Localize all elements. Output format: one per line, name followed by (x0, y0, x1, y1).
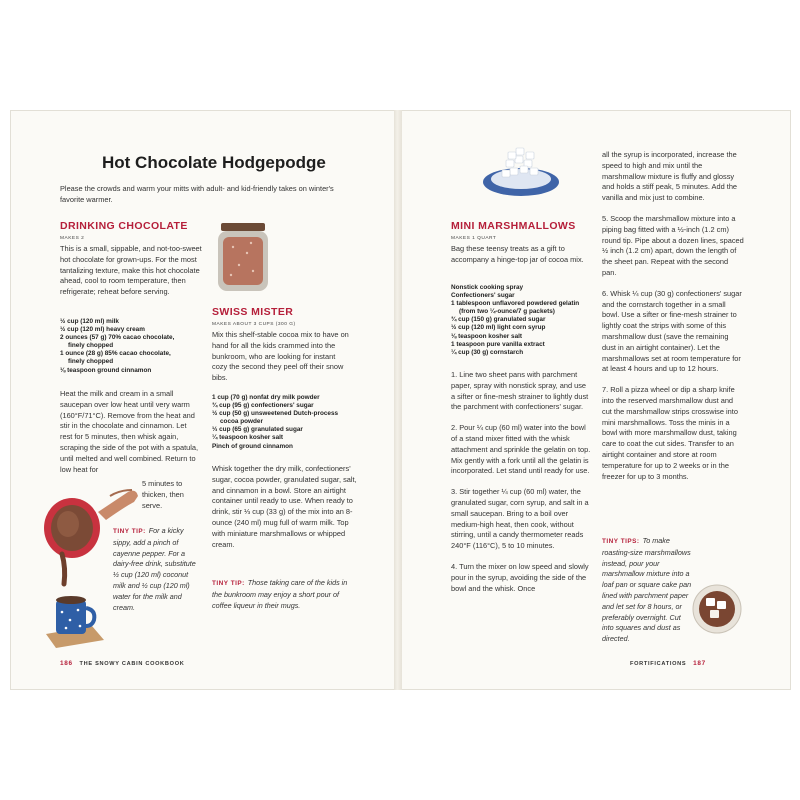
intro-text: Please the crowds and warm your mitts with adult- and kid-friendly takes on winter's favorite warmer. (60, 184, 334, 204)
ingredient: cocoa powder (220, 418, 263, 426)
jar-illustration (213, 219, 273, 295)
tip-text: Those taking care of the kids in the bunkroom may enjoy a short pour of coffee liqueur in their mugs. (212, 578, 348, 610)
book-gutter (394, 110, 402, 690)
ingredient: ⅛ teaspoon ground cinnamon (60, 366, 152, 374)
ingredient: Nonstick cooking spray (451, 284, 524, 291)
method-step: all the syrup is incorporated, increase the speed to high and mix until the marshmallow mixture is fluffy and glossy and holds a stiff peak, 5 minutes. Add the vanilla and mix just to combine. (602, 150, 738, 203)
ingredient: ½ cup (120 ml) heavy cream (60, 326, 145, 334)
method-steps-column-2 (602, 150, 744, 482)
book-title: THE SNOWY CABIN COOKBOOK (79, 661, 185, 667)
right-folio (630, 660, 706, 667)
swiss-mister-title: SWISS MISTER (212, 306, 294, 318)
method-step: 4. Turn the mixer on low speed and slowly pour in the syrup, avoiding the side of the bowl and the whisk. Once (451, 561, 589, 593)
swiss-mister-ingredients (212, 394, 362, 451)
mini-marshmallows-yield: MAKES 1 QUART (451, 236, 497, 241)
mini-marshmallows-ingredients (451, 284, 601, 357)
mini-marshmallows-tip (602, 536, 694, 645)
ingredient: ½ cup (120 ml) milk (60, 318, 119, 325)
drinking-chocolate-description: This is a small, sippable, and not-too-sweet hot chocolate for grown-ups. For the most tantalizing texture, make this hot chocolate ahead, cool to room temperature, then refrigerate; reheat before serving. (60, 244, 202, 297)
ingredient: 1 cup (70 g) nonfat dry milk powder (212, 394, 320, 401)
ingredient: finely chopped (68, 358, 114, 366)
ingredient: (from two ¼-ounce/7 g packets) (459, 308, 555, 316)
mini-marshmallows-description: Bag these teensy treats as a gift to accompany a hinge-top jar of cocoa mix. (451, 244, 584, 264)
drinking-chocolate-method-end: 5 minutes to thicken, then serve. (142, 479, 184, 510)
section-name: FORTIFICATIONS (630, 661, 687, 667)
left-folio (60, 660, 185, 667)
swiss-mister-tip (212, 578, 352, 611)
ingredient: ¼ cup (30 g) cornstarch (451, 348, 524, 356)
tip-label: TINY TIP: (212, 580, 245, 587)
ingredient: ⅛ teaspoon kosher salt (451, 332, 523, 340)
drinking-chocolate-method: Heat the milk and cream in a small saucepan over low heat until very warm (160°F/71°C). Remove from the heat and stir in the chocolate and cinnamon. Let rest for 5 minutes, then whisk again, scraping the side of the pot with a spatula, until melted and well combined. Return to low heat for (60, 389, 199, 474)
ingredient: Confectioners' sugar (451, 292, 515, 300)
ingredient: 1 teaspoon pure vanilla extract (451, 340, 545, 348)
mug-illustration (40, 590, 110, 652)
ingredient: ½ cup (120 ml) light corn syrup (451, 324, 546, 332)
method-step: 3. Stir together ¼ cup (60 ml) water, the granulated sugar, corn syrup, and salt in a small saucepan. Bring to a boil over medium-high heat, then cook, without stirring, until a candy thermometer reads 240°F (116°C), 5 to 10 minutes. (451, 487, 589, 551)
tip-text: To make roasting-size marshmallows instead, pour your marshmallow mixture into a loaf pan or square cake pan lined with parchment paper and let set for 8 hours, or preferably overnight. Cut into squares and dust as directed. (602, 536, 692, 644)
method-step: 1. Line two sheet pans with parchment paper, spray with nonstick spray, and use a sifter or fine-mesh strainer to lightly dust the parchment with confectioners' sugar. (451, 370, 589, 412)
cocoa-mug-illustration (690, 582, 744, 636)
method-step: 2. Pour ¼ cup (60 ml) water into the bowl of a stand mixer fitted with the whisk attachment and sprinkle the gelatin on top. Mix gently with a fork until all the gelatin is incorporated. Let stand until ready for use. (451, 423, 591, 476)
ingredient: 2 ounces (57 g) 70% cacao chocolate, (60, 334, 175, 342)
ingredient: ¼ teaspoon kosher salt (212, 434, 284, 442)
ingredient: finely chopped (68, 342, 114, 350)
ingredient: ¾ cup (150 g) granulated sugar (451, 316, 546, 324)
ingredient: ⅓ cup (65 g) granulated sugar (212, 426, 303, 434)
tip-label: TINY TIPS: (602, 538, 640, 545)
drinking-chocolate-yield: MAKES 2 (60, 236, 85, 241)
method-steps-column-1 (451, 370, 591, 594)
ingredient: 1 tablespoon unflavored powdered gelatin (451, 300, 580, 308)
marshmallow-plate-illustration (480, 138, 562, 200)
method-step: 5. Scoop the marshmallow mixture into a piping bag fitted with a ½-inch (1.2 cm) round tip. Pipe about a dozen lines, spaced ½ inch (1.2 cm) apart, down the length of the sheet pan. Repeat with the second pan. (602, 213, 744, 277)
drinking-chocolate-ingredients (60, 318, 210, 375)
swiss-mister-yield: MAKES ABOUT 3 CUPS (300 G) (212, 322, 296, 327)
page-number: 187 (693, 660, 706, 667)
ingredient: ½ cup (50 g) unsweetened Dutch-process (212, 410, 339, 418)
ingredient: ¾ cup (95 g) confectioners' sugar (212, 402, 314, 410)
swiss-mister-description: Mix this shelf-stable cocoa mix to have on hand for all the kids crammed into the bunkroom, who are looking for instant cozy the second they peel off their snow bibs. (212, 330, 349, 383)
tip-label: TINY TIP: (113, 528, 146, 535)
drinking-chocolate-tip (113, 526, 198, 613)
page-title: Hot Chocolate Hodgepodge (102, 153, 326, 172)
page-number: 186 (60, 660, 73, 667)
method-step: 6. Whisk ¼ cup (30 g) confectioners' sugar and the cornstarch together in a small bowl. Use a sifter or fine-mesh strainer to lightly coat the strips with some of this marshmallow dust (save the remaining dust in an airtight container). Let the marshmallows set at room temperature for at least 4 hours and up to 12 hours. (602, 288, 742, 374)
tip-text: For a kicky sippy, add a pinch of cayenne pepper. For a dairy-free drink, substitute ½ cup (120 ml) coconut milk and ½ cup (120 ml) water for the milk and cream. (113, 526, 196, 612)
mini-marshmallows-title: MINI MARSHMALLOWS (451, 220, 576, 232)
method-step: 7. Roll a pizza wheel or dip a sharp knife into the reserved marshmallow dust and cut the marshmallow strips crosswise into mini marshmallows. Toss the minis in a bowl with more marshmallow dust, taking care to coat the cut sides. Transfer to an airtight container and store at room temperature for up to 2 weeks or in the freezer for up to 3 months. (602, 385, 738, 481)
ingredient: Pinch of ground cinnamon (212, 442, 293, 450)
ingredient: 1 ounce (28 g) 85% cacao chocolate, (60, 350, 171, 358)
swiss-mister-method: Whisk together the dry milk, confectioners' sugar, cocoa powder, granulated sugar, salt, and cinnamon in a bowl. Store an airtight container until ready to use. When ready to drink, stir ⅓ cup (33 g) of the mix into an 8-ounce (240 ml) mug full of warm milk. Top with miniature marshmallows or whipped cream. (212, 464, 357, 549)
drinking-chocolate-title: DRINKING CHOCOLATE (60, 220, 188, 232)
